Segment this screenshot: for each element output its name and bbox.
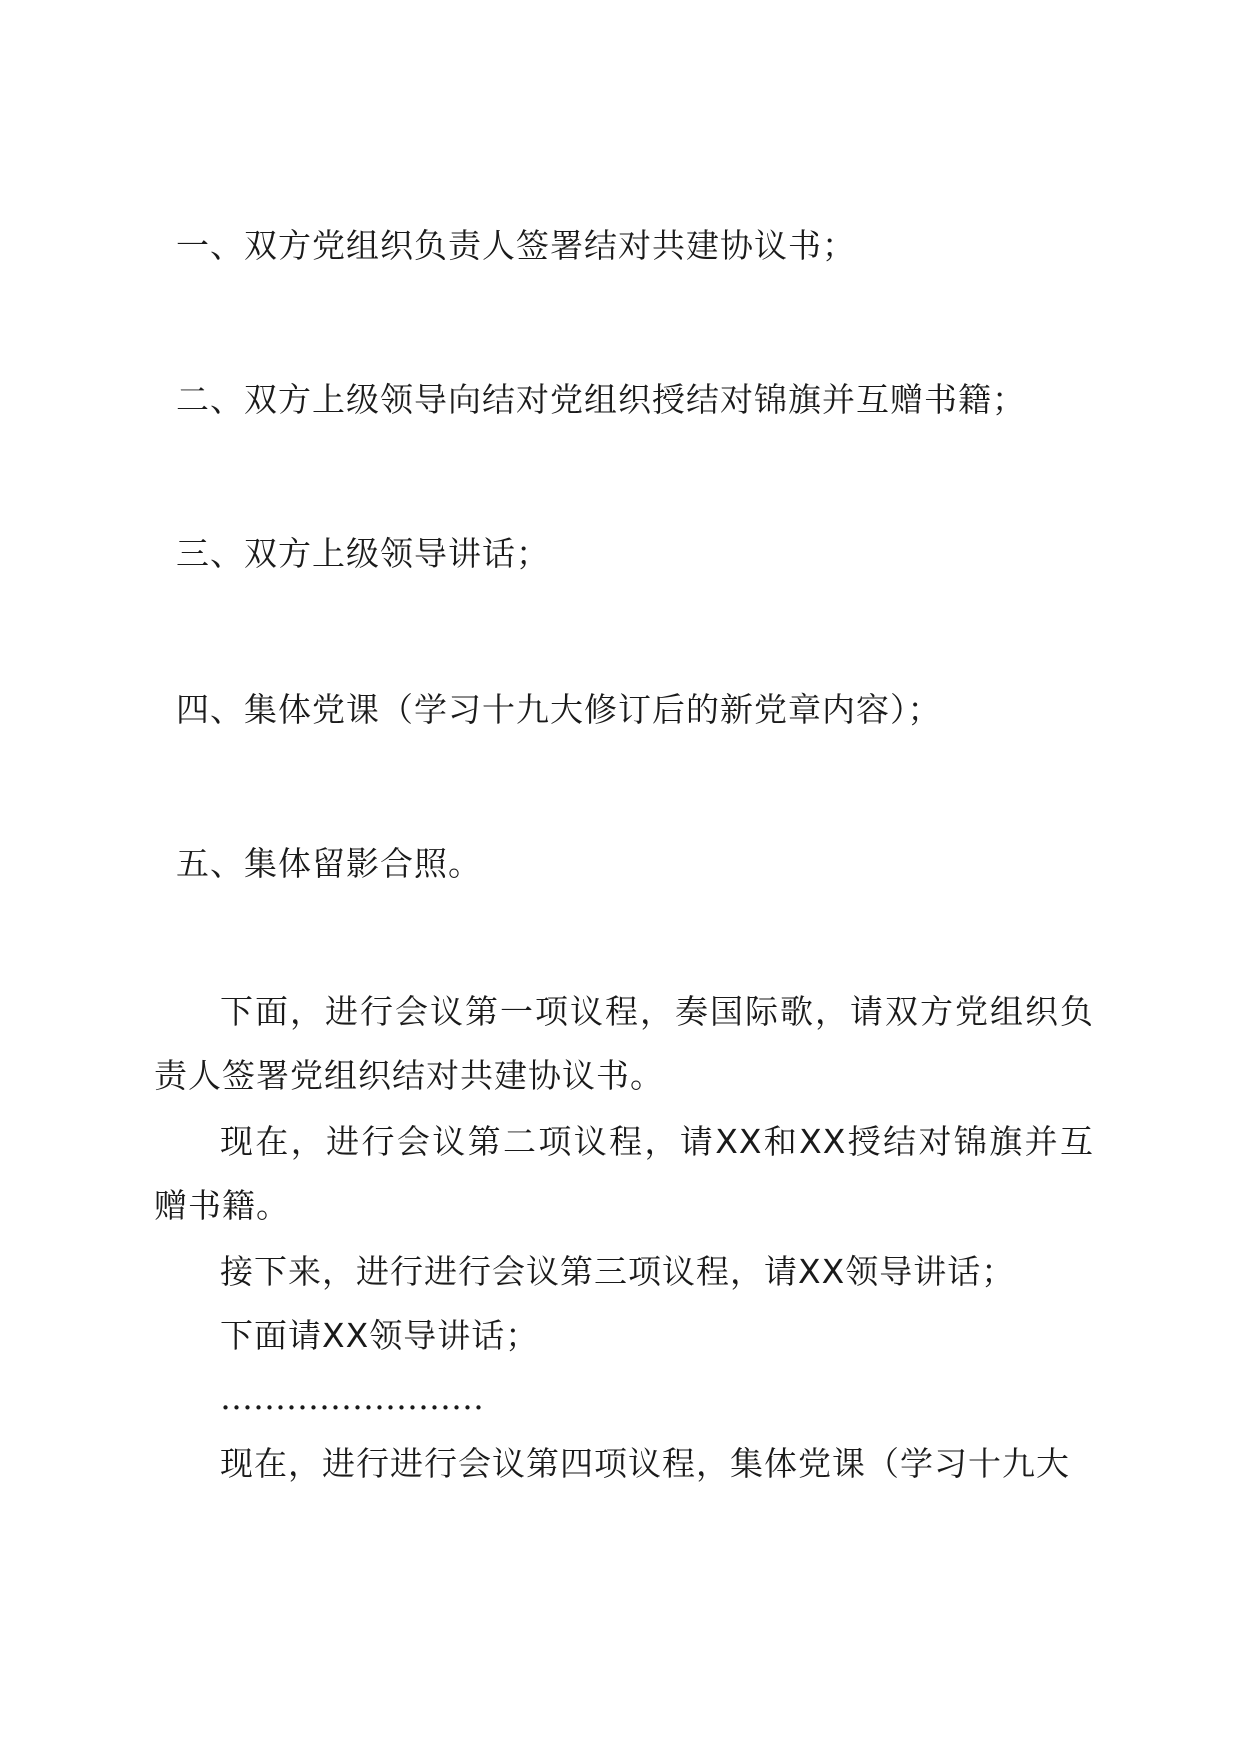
agenda-item-2: 二、双方上级领导向结对党组织授结对锦旗并互赠书籍；: [176, 380, 1026, 419]
agenda-item-4: 四、集体党课（学习十九大修订后的新党章内容）；: [176, 690, 942, 729]
agenda-item-1: 一、双方党组织负责人签署结对共建协议书；: [176, 226, 856, 265]
body-paragraph-4: 下面请XX领导讲话；: [220, 1316, 540, 1355]
body-paragraph-2: 现在，进行会议第二项议程，请XX和XX授结对锦旗并互赠书籍。: [154, 1122, 1094, 1225]
body-paragraph-1: 下面，进行会议第一项议程，奏国际歌，请双方党组织负责人签署党组织结对共建协议书。: [154, 992, 1094, 1095]
agenda-item-3: 三、双方上级领导讲话；: [176, 534, 550, 573]
body-paragraph-3: 接下来，进行进行会议第三项议程，请XX领导讲话；: [220, 1252, 1016, 1291]
agenda-item-5: 五、集体留影合照。: [176, 844, 482, 883]
ellipsis-line: ……………………: [220, 1378, 484, 1417]
body-paragraph-5: 现在，进行进行会议第四项议程，集体党课（学习十九大: [220, 1444, 1070, 1483]
